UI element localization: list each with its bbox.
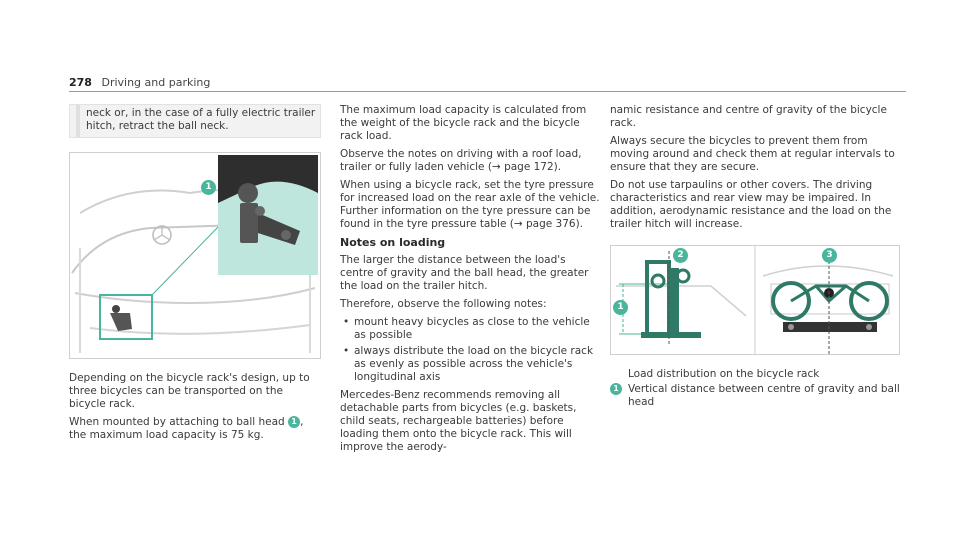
figure-caption: Load distribution on the bicycle rack — [628, 368, 820, 380]
paragraph: Mercedes-Benz recommends removing all detachable parts from bicycles (e.g. baskets, child seats, rechargeable batteries) before loading them onto the bicycle rack. This will improve the aerody- — [340, 389, 577, 453]
page-number: 278 — [69, 76, 92, 89]
column-middle — [340, 104, 602, 459]
subheading: Notes on loading — [340, 236, 446, 249]
paragraph: The maximum load capacity is calculated from the weight of the bicycle rack and the bicycle rack load. — [340, 104, 587, 142]
paragraph: When using a bicycle rack, set the tyre pressure for increased load on the rear axle of the vehicle. Further information on the tyre pressure can be found in the tyre pressure table (→ page 376). — [340, 179, 600, 230]
paragraph: Depending on the bicycle rack's design, up to three bicycles can be transported on the bicycle rack. — [69, 372, 310, 410]
paragraph-text: , the maximum load capacity is 75 kg. — [69, 416, 304, 441]
paragraph-text: When mounted by attaching to ball head — [69, 416, 285, 428]
paragraph: namic resistance and centre of gravity of the bicycle rack. — [610, 104, 887, 129]
header-rule — [69, 91, 906, 92]
legend-callout-1: 1 — [610, 383, 622, 395]
paragraph: Therefore, observe the following notes: — [340, 298, 547, 310]
section-title: Driving and parking — [101, 76, 211, 89]
figure-callout-2: 2 — [673, 248, 688, 263]
bullet-list — [340, 316, 602, 384]
caption-row — [610, 368, 900, 381]
figure-callout-1: 1 — [201, 180, 216, 195]
note-box — [69, 104, 321, 138]
paragraph: Always secure the bicycles to prevent them from moving around and check them at regular intervals to ensure that they are secure. — [610, 135, 895, 173]
note-bar — [76, 105, 80, 137]
list-item: • always distribute the load on the bicycle rack as evenly as possible across the vehicle's longitudinal axis — [340, 345, 602, 384]
paragraph: Do not use tarpaulins or other covers. The driving characteristics and rear view may be impaired. In addition, aerodynamic resistance and the load on the trailer hitch will increase. — [610, 179, 892, 230]
note-text: neck or, in the case of a fully electric trailer hitch, retract the ball neck. — [86, 107, 316, 132]
bike-rack-illustration — [611, 246, 899, 354]
bicycle-rack-figure — [610, 245, 900, 355]
figure-callout-1: 1 — [613, 300, 628, 315]
page-header — [69, 76, 210, 89]
inline-callout-1: 1 — [288, 416, 300, 428]
trailer-hitch-figure — [69, 152, 321, 359]
car-rear-illustration — [70, 153, 320, 358]
column-right — [610, 104, 900, 411]
figure-callout-3: 3 — [822, 248, 837, 263]
list-item: • mount heavy bicycles as close to the vehicle as possible — [340, 316, 602, 342]
legend-row — [610, 383, 900, 409]
paragraph: Observe the notes on driving with a roof load, trailer or fully laden vehicle (→ page 172). — [340, 148, 582, 173]
paragraph: The larger the distance between the load's centre of gravity and the ball head, the greater the load on the trailer hitch. — [340, 254, 589, 292]
paragraph — [69, 416, 322, 442]
column-left — [69, 104, 322, 447]
caption-indent — [610, 368, 622, 381]
legend-text: Vertical distance between centre of gravity and ball head — [628, 383, 900, 408]
